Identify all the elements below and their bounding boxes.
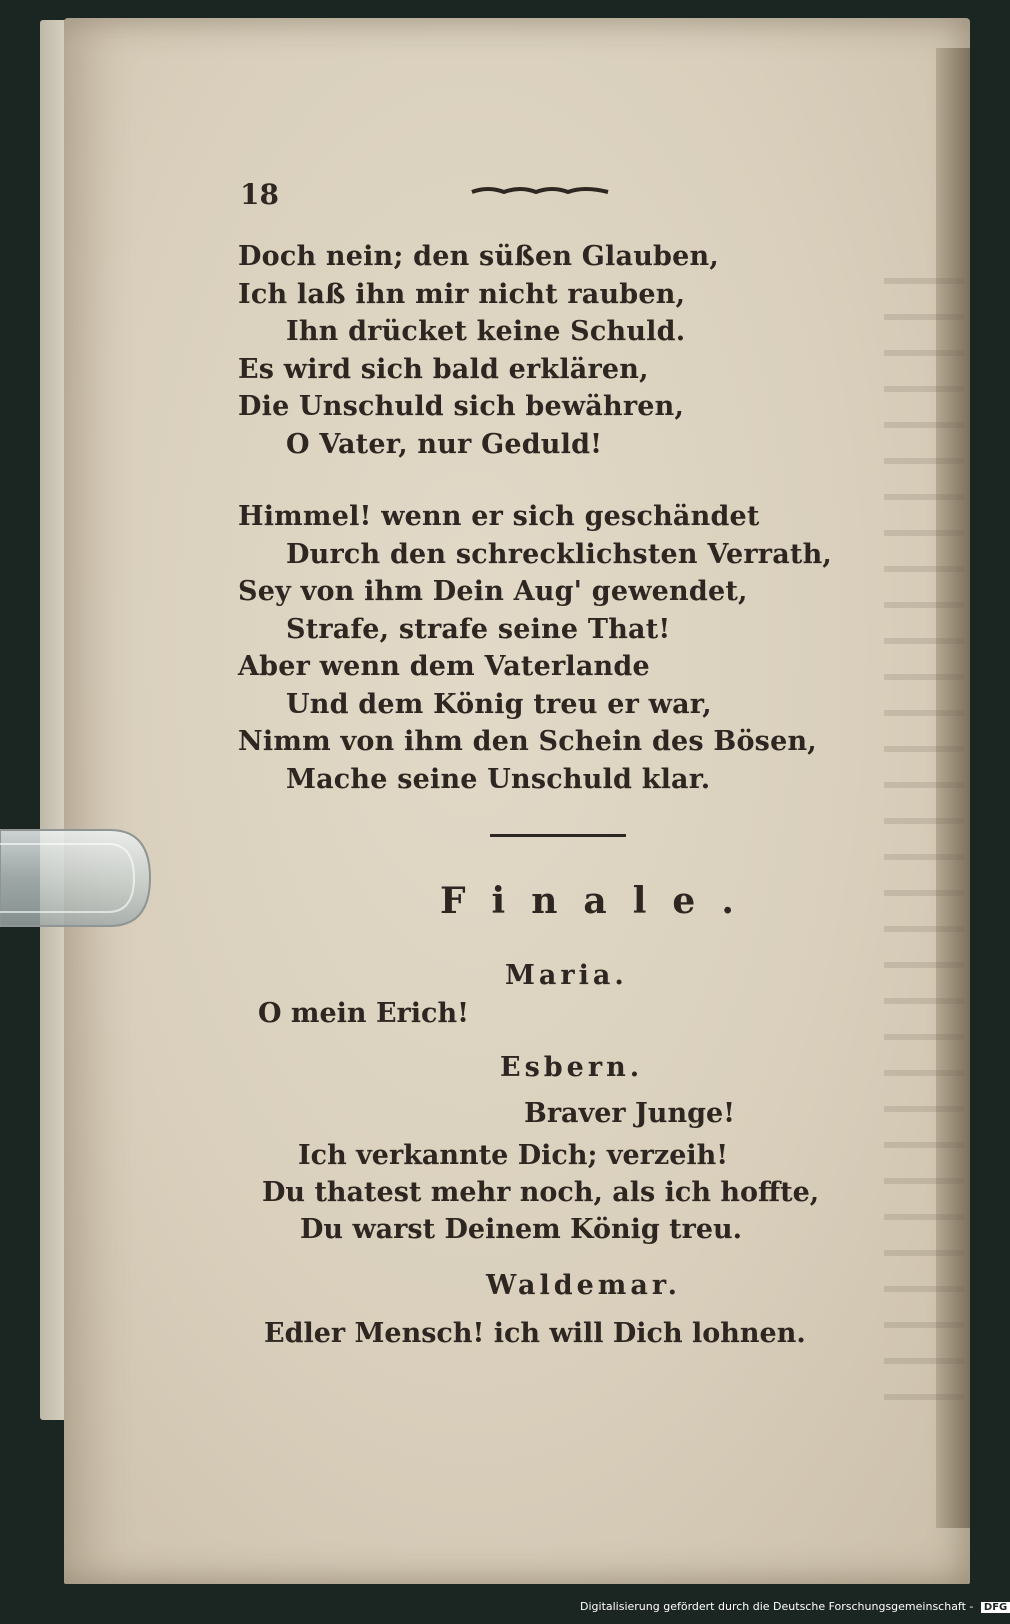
verse-line: Die Unschuld sich bewähren, bbox=[238, 391, 685, 422]
stanza-gap bbox=[238, 463, 798, 498]
verse-line: Himmel! wenn er sich geschändet bbox=[238, 501, 760, 532]
speaker-esbern: Esbern. bbox=[500, 1052, 644, 1083]
speaker-waldemar: Waldemar. bbox=[486, 1270, 681, 1301]
section-title: Finale. bbox=[440, 880, 760, 922]
verse-line: Doch nein; den süßen Glauben, bbox=[238, 241, 719, 272]
verse-line: Edler Mensch! ich will Dich lohnen. bbox=[264, 1318, 806, 1349]
verse-line: O Vater, nur Geduld! bbox=[286, 428, 603, 460]
verse-line: O mein Erich! bbox=[258, 998, 469, 1029]
verse-line: Du thatest mehr noch, als ich hoffte, bbox=[262, 1177, 820, 1208]
digitization-credit bbox=[580, 1600, 1010, 1613]
verse-line: Ich verkannte Dich; verzeih! bbox=[298, 1140, 729, 1171]
verse-line: Und dem König treu er war, bbox=[286, 688, 712, 720]
verse-line: Sey von ihm Dein Aug' gewendet, bbox=[238, 576, 748, 607]
verse-line: Du warst Deinem König treu. bbox=[300, 1214, 743, 1245]
page-clip bbox=[0, 800, 155, 940]
verse-line: Ihn drücket keine Schuld. bbox=[286, 316, 686, 347]
credit-text: Digitalisierung gefördert durch die Deutsche Forschungsgemeinschaft - bbox=[580, 1600, 974, 1613]
verse-line: Strafe, strafe seine That! bbox=[286, 613, 671, 645]
verse-line: Ich laß ihn mir nicht rauben, bbox=[238, 278, 686, 310]
poem-text bbox=[238, 238, 833, 798]
verse-line: Mache seine Unschuld klar. bbox=[286, 763, 711, 795]
verse-line: Es wird sich bald erklären, bbox=[238, 353, 649, 385]
verse-line: Durch den schrecklichsten Verrath, bbox=[286, 538, 833, 570]
page-number: 18 bbox=[240, 178, 279, 211]
section-divider bbox=[490, 834, 626, 837]
dfg-logo: DFG bbox=[981, 1602, 1010, 1613]
verse-line: Braver Junge! bbox=[524, 1098, 735, 1129]
show-through-text bbox=[884, 248, 964, 1428]
verse-line: Aber wenn dem Vaterlande bbox=[238, 651, 650, 682]
header-ornament bbox=[470, 186, 610, 196]
speaker-maria: Maria. bbox=[505, 960, 628, 991]
verse-line: Nimm von ihm den Schein des Bösen, bbox=[238, 726, 817, 757]
